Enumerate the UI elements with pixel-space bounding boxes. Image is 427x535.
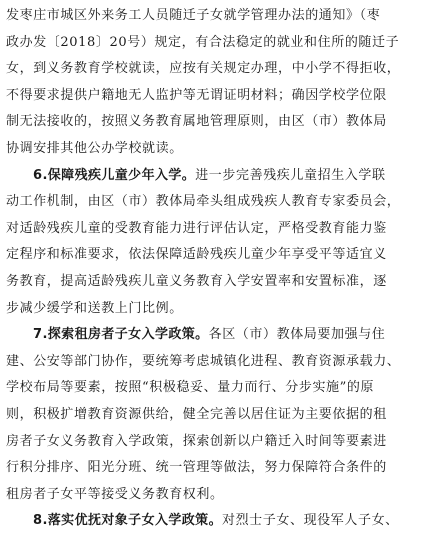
text-run: 对烈士子女、现役军人子女、: [221, 513, 399, 529]
paragraph-disabled-children: [6, 163, 421, 323]
section-heading: 6.保障残疾儿童少年入学。: [33, 167, 196, 183]
text-line: 则，积极扩增教育资源供给，健全完善以居住证为主要依据的租: [6, 406, 387, 422]
section-heading: 8.落实优抚对象子女入学政策。: [33, 513, 222, 529]
text-line: [6, 163, 421, 190]
text-run: 进一步完善残疾儿童招生入学联: [195, 167, 386, 183]
paragraph-renter-children: [6, 322, 421, 508]
paragraph-migrant-children: [6, 3, 421, 163]
text-line: [6, 322, 421, 349]
text-line: 行积分排序、阳光分班、统一管理等做法，努力保障符合条件的: [6, 460, 387, 476]
text-line: 房者子女义务教育入学政策，探索创新以户籍迁入时间等要素进: [6, 433, 387, 449]
text-line: 女，到义务教育学校就读，应按有关规定办理，中小学不得拒收，: [6, 61, 401, 77]
text-line: 发枣庄市城区外来务工人员随迁子女就学管理办法的通知》（枣: [6, 8, 381, 23]
text-line: [6, 508, 421, 535]
paragraph-special-care-children: [6, 508, 421, 535]
text-run: 各区（市）教体局要加强与住: [208, 327, 386, 343]
text-line: 对适龄残疾儿童的受教育能力进行评估认定，严格受教育能力鉴: [6, 220, 387, 236]
text-line: 不得要求提供户籍地无人监护等无谓证明材料；确因学校学位限: [6, 87, 387, 103]
text-line: 政办发〔2018〕20号）规定，有合法稳定的就业和住所的随迁子: [6, 34, 400, 50]
text-line: 动工作机制，由区（市）教体局牵头组成残疾人教育专家委员会，: [6, 194, 401, 210]
text-line: 步减少缓学和送教上门比例。: [6, 300, 183, 316]
text-line: 学校布局等要素，按照“积极稳妥、量力而行、分步实施”的原: [6, 380, 375, 396]
text-line: 务教育，提高适龄残疾儿童义务教育入学安置率和安置标准，逐: [6, 273, 387, 289]
text-line: 制无法接收的，按照义务教育属地管理原则，由区（市）教体局: [6, 114, 387, 130]
text-line: 协调安排其他公办学校就读。: [6, 140, 183, 156]
text-line: 定程序和标准要求，依法保障适龄残疾儿童少年享受平等适宜义: [6, 247, 387, 263]
section-heading: 7.探索租房者子女入学政策。: [33, 327, 209, 343]
text-line: 建、公安等部门协作，要统筹考虑城镇化进程、教育资源承载力、: [6, 353, 401, 369]
text-line: 租房者子女平等接受义务教育权利。: [6, 486, 224, 502]
